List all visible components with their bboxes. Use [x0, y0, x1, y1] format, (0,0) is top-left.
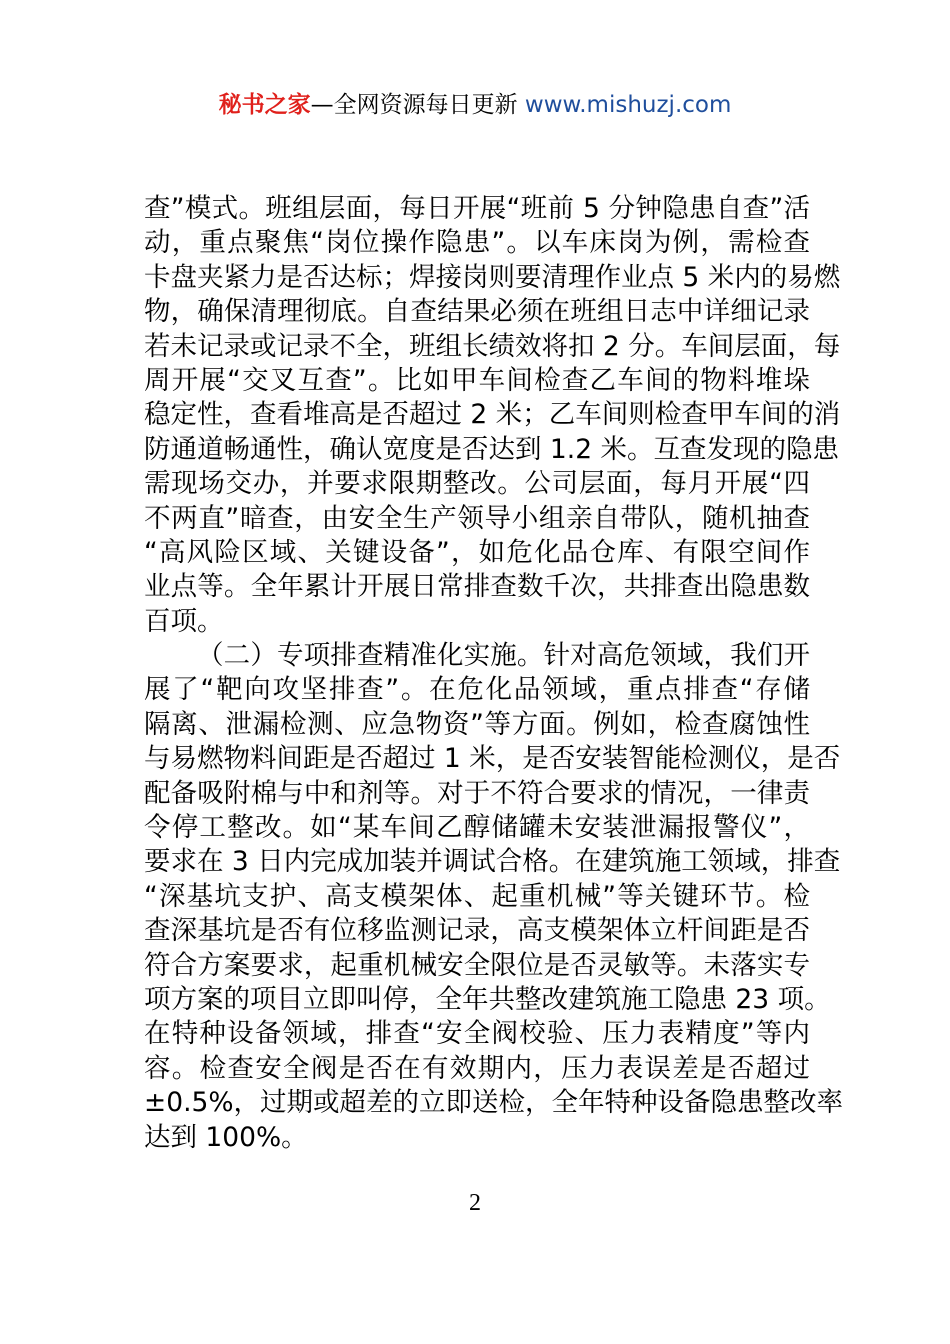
site-url-link[interactable]: www.mishuzj.com: [524, 92, 732, 118]
text-line: 与易燃物料间距是否超过 1 米，是否安装智能检测仪，是否: [144, 743, 841, 775]
text-line: 需现场交办，并要求限期整改。公司层面，每月开展“四: [144, 468, 810, 500]
text-line: 百项。: [144, 605, 224, 637]
text-line: 物，确保清理彻底。自查结果必须在班组日志中详细记录: [144, 296, 810, 328]
text-line: 要求在 3 日内完成加装并调试合格。在建筑施工领域，排查: [144, 846, 841, 878]
text-line: 业点等。全年累计开展日常排查数千次，共排查出隐患数: [144, 571, 810, 603]
text-line: 隔离、泄漏检测、应急物资”等方面。例如，检查腐蚀性: [144, 708, 810, 740]
text-line: 在特种设备领域，排查“安全阀校验、压力表精度”等内: [144, 1018, 810, 1050]
text-line: 容。检查安全阀是否在有效期内，压力表误差是否超过: [144, 1052, 810, 1084]
text-line: “高风险区域、关键设备”，如危化品仓库、有限空间作: [144, 536, 810, 568]
text-line: 达到 100%。: [144, 1121, 308, 1153]
text-line: 卡盘夹紧力是否达标；焊接岗则要清理作业点 5 米内的易燃: [144, 261, 841, 293]
paragraph-heading-line: （二）专项排查精准化实施。针对高危领域，我们开: [197, 640, 810, 672]
text-line: “深基坑支护、高支模架体、起重机械”等关键环节。检: [144, 880, 810, 912]
site-header: [0, 88, 950, 122]
text-line: 查”模式。班组层面，每日开展“班前 5 分钟隐患自查”活: [144, 193, 810, 224]
document-body: [144, 192, 844, 1155]
text-line: 动，重点聚焦“岗位操作隐患”。以车床岗为例，需检查: [144, 227, 810, 259]
text-line: 展了“靶向攻坚排查”。在危化品领域，重点排查“存储: [144, 674, 810, 706]
text-line: 令停工整改。如“某车间乙醇储罐未安装泄漏报警仪”，: [144, 812, 810, 844]
text-line: 防通道畅通性，确认宽度是否达到 1.2 米。互查发现的隐患: [144, 433, 839, 465]
text-line: 配备吸附棉与中和剂等。对于不符合要求的情况，一律责: [144, 777, 810, 809]
text-line: 查深基坑是否有位移监测记录，高支模架体立杆间距是否: [144, 915, 810, 947]
text-line: 稳定性，查看堆高是否超过 2 米；乙车间则检查甲车间的消: [144, 399, 841, 431]
site-brand: 秘书之家: [218, 92, 311, 118]
text-line: 周开展“交叉互查”。比如甲车间检查乙车间的物料堆垛: [144, 364, 810, 396]
text-line: ±0.5%，过期或超差的立即送检，全年特种设备隐患整改率: [144, 1087, 844, 1119]
text-line: 项方案的项目立即叫停，全年共整改建筑施工隐患 23 项。: [144, 983, 831, 1015]
text-line: 符合方案要求，起重机械安全限位是否灵敏等。未落实专: [144, 949, 810, 981]
text-line: 不两直”暗查，由安全生产领导小组亲自带队，随机抽查: [144, 502, 810, 534]
page-number: 2: [469, 1190, 481, 1216]
site-tagline: —全网资源每日更新: [310, 92, 525, 118]
text-line: 若未记录或记录不全，班组长绩效将扣 2 分。车间层面，每: [144, 330, 841, 362]
